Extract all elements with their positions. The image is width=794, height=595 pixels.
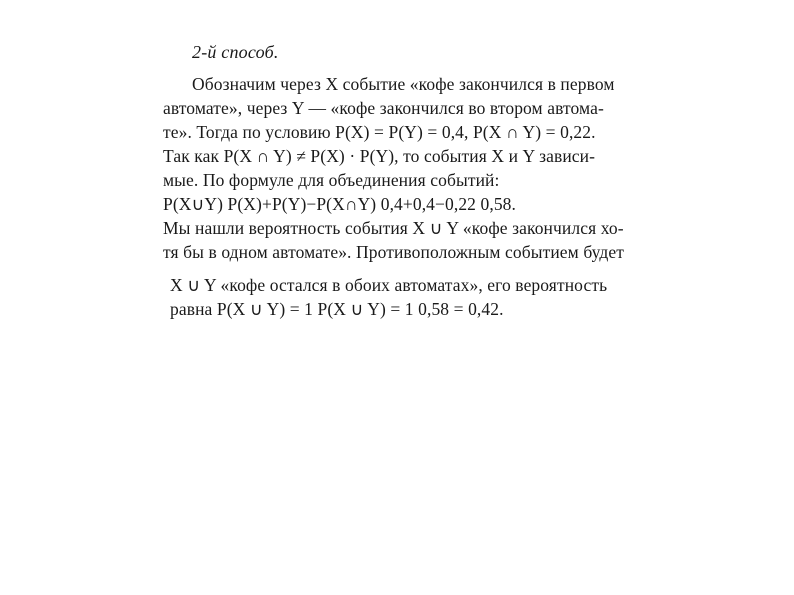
text-line-4: Так как P(X ∩ Y) ≠ P(X) · P(Y), то события X и Y зависи-	[163, 146, 596, 166]
text-line-5: мые. По формуле для объединения событий:	[163, 170, 500, 190]
text-line-8: тя бы в одном автомате». Противоположным событием будет	[163, 242, 625, 262]
text-line-7: Мы нашли вероятность события X ∪ Y «кофе закончился хо-	[163, 218, 624, 238]
formula-line: P(X∪Y) P(X)+P(Y)−P(X∩Y) 0,4+0,4−0,22 0,58.	[163, 194, 517, 214]
method-heading: 2-й способ.	[192, 42, 279, 62]
complement-line-2: равна P(X ∪ Y) = 1 P(X ∪ Y) = 1 0,58 = 0,42.	[170, 299, 504, 319]
text-line-1: Обозначим через X событие «кофе закончился в первом	[192, 74, 615, 94]
text-line-2: автомате», через Y — «кофе закончился во втором автома-	[163, 98, 604, 118]
complement-line-1: X ∪ Y «кофе остался в обоих автоматах», его вероятность	[170, 275, 608, 295]
text-line-3: те». Тогда по условию P(X) = P(Y) = 0,4, P(X ∩ Y) = 0,22.	[163, 122, 596, 142]
